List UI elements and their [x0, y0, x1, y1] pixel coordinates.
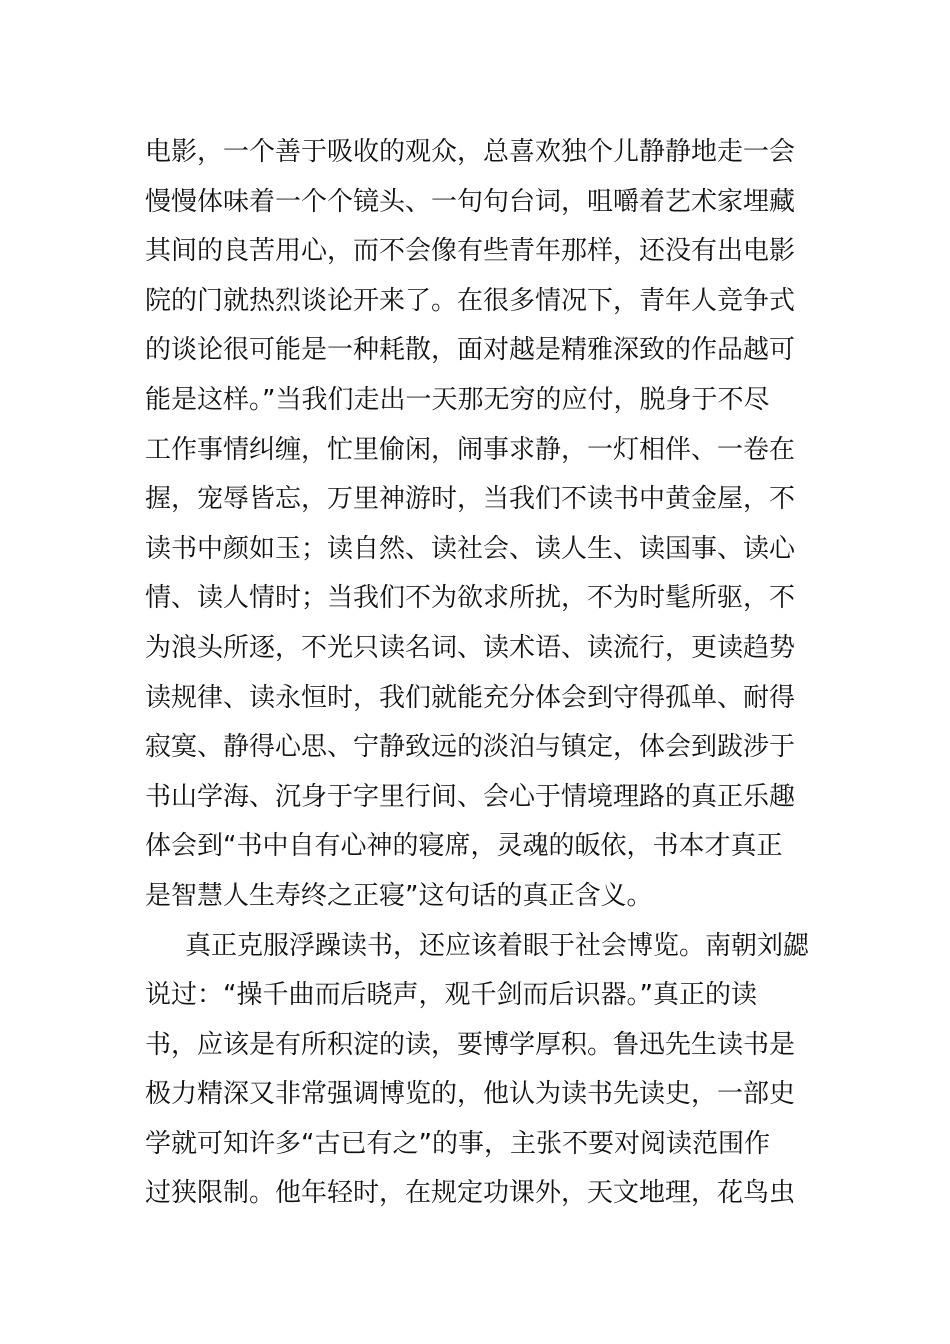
text-line: 寂寞、静得心思、宁静致远的淡泊与镇定，体会到跋涉于	[145, 732, 796, 763]
text-line: 情、读人情时；当我们不为欲求所扰，不为时髦所驱，不	[145, 583, 796, 614]
text-line: 体会到“书中自有心神的寝席，灵魂的皈依，书本才真正	[145, 831, 783, 862]
text-line: 慢慢体味着一个个镜头、一句句台词，咀嚼着艺术家埋藏	[145, 186, 796, 217]
text-line: 过狭限制。他年轻时，在规定功课外，天文地理，花鸟虫	[145, 1178, 796, 1209]
text-line: 握，宠辱皆忘，万里神游时，当我们不读书中黄金屋，不	[145, 484, 796, 515]
text-line: 书，应该是有所积淀的读，要博学厚积。鲁迅先生读书是	[145, 1029, 796, 1060]
text-line: 电影，一个善于吸收的观众，总喜欢独个儿静静地走一会	[145, 137, 796, 167]
text-line: 其间的良苦用心，而不会像有些青年那样，还没有出电影	[145, 236, 796, 267]
text-line: 学就可知许多“古已有之”的事，主张不要对阅读范围作	[145, 1128, 770, 1159]
text-line: 能是这样。”当我们走出一天那无穷的应付，脱身于不尽	[145, 384, 770, 415]
text-line: 读规律、读永恒时，我们就能充分体会到守得孤单、耐得	[145, 682, 796, 713]
text-line: 工作事情纠缠，忙里偷闲，闹事求静，一灯相伴、一卷在	[145, 434, 796, 465]
text-line: 为浪头所逐，不光只读名词、读术语、读流行，更读趋势	[145, 632, 796, 663]
text-line: 说过：“操千曲而后晓声，观千剑而后识器。”真正的读	[145, 980, 757, 1011]
body-text	[145, 128, 825, 1219]
text-line: 院的门就热烈谈论开来了。在很多情况下，青年人竞争式	[145, 285, 796, 316]
text-line: 书山学海、沉身于字里行间、会心于情境理路的真正乐趣	[145, 781, 796, 812]
paragraph-start-line: 真正克服浮躁读书，还应该着眼于社会博览。南朝刘勰	[185, 930, 810, 961]
text-line: 是智慧人生寿终之正寝”这句话的真正含义。	[145, 880, 653, 911]
text-line: 的谈论很可能是一种耗散，面对越是精雅深致的作品越可	[145, 335, 796, 366]
text-line: 极力精深又非常强调博览的，他认为读书先读史，一部史	[145, 1079, 796, 1110]
text-line: 读书中颜如玉；读自然、读社会、读人生、读国事、读心	[145, 533, 796, 564]
